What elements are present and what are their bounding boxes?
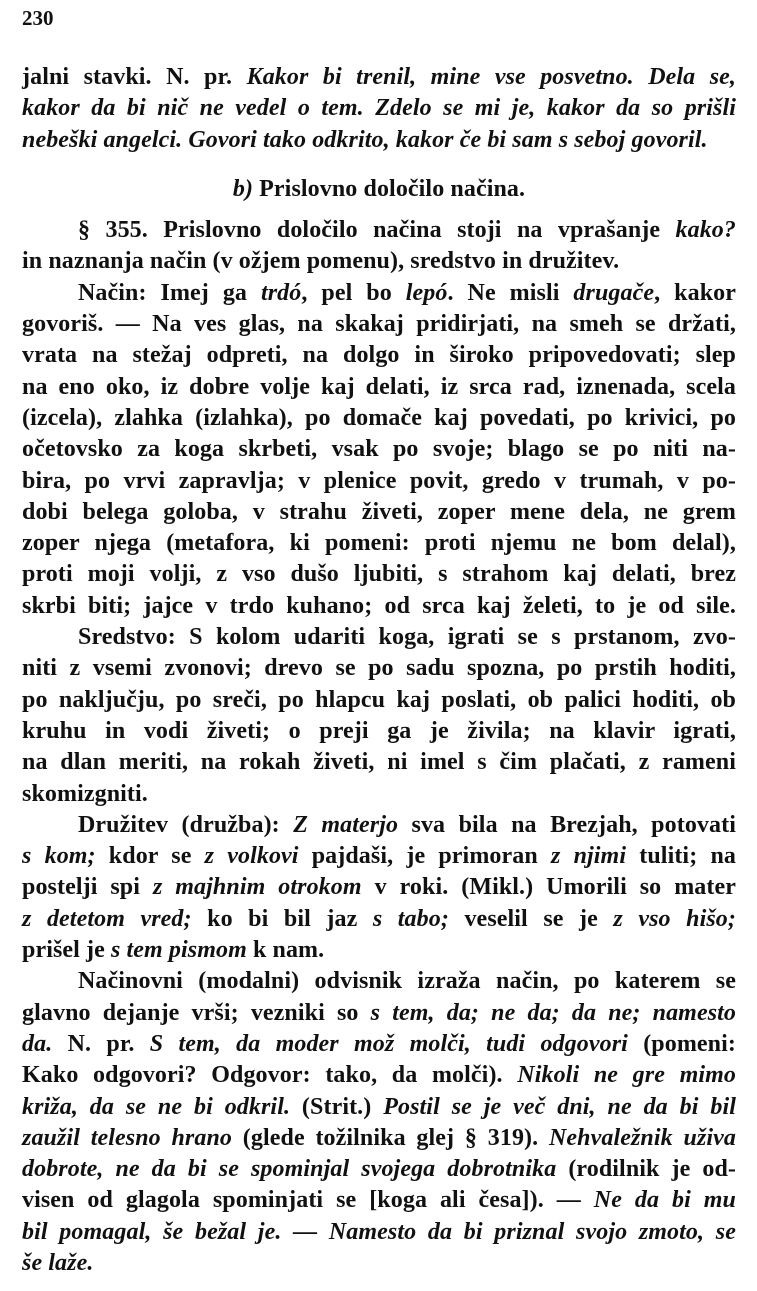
text-line: z detetom vred; ko bi bil jaz s tabo; veselil se je z vso hišo;	[22, 905, 736, 932]
text-line: vrata na stežaj odpreti, na dolgo in široko pripovedovati; slep	[22, 342, 736, 369]
text-line: Način: Imej ga trdó, pel bo lepó. Ne misli drugače, kakor	[78, 279, 736, 306]
text-line: bil pomagal, še bežal je. — Namesto da bi priznal svojo zmoto, se	[22, 1218, 736, 1245]
text-line: skomizgniti.	[22, 780, 148, 807]
text-line: Družitev (družba): Z materjo sva bila na Brezjah, potovati	[78, 811, 736, 838]
text-line: nebeški angelci. Govori tako odkrito, kakor če bi sam s seboj govoril.	[22, 126, 708, 153]
text-line: skrbi biti; jajce v trdo kuhano; od srca kaj želeti, to je od sile.	[22, 592, 736, 619]
text-line: Kako odgovori? Odgovor: tako, da molči). Nikoli ne gre mimo	[22, 1062, 736, 1089]
page-number: 230	[22, 6, 54, 30]
text-line: Načinovni (modalni) odvisnik izraža način, po katerem se	[78, 968, 736, 995]
text-line: jalni stavki. N. pr. Kakor bi trenil, mine vse posvetno. Dela se,	[22, 64, 736, 90]
text-line: dobrote, ne da bi se spominjal svojega dobrotnika (rodilnik je od-	[22, 1156, 736, 1183]
intro-paragraph	[22, 62, 736, 156]
text-line: dobi belega goloba, v strahu živeti, zoper mene dela, ne grem	[22, 498, 736, 525]
text-line: zoper njega (metafora, ki pomeni: proti njemu ne bom delal),	[22, 530, 736, 557]
text-line: bira, po vrvi zapravlja; v plenice povit, gredo v trumah, v po-	[22, 467, 736, 494]
text-line: kakor da bi nič ne vedel o tem. Zdelo se mi je, kakor da so prišli	[22, 95, 736, 122]
text-line: prišel je s tem pismom k nam.	[22, 937, 325, 964]
nacin-paragraph	[22, 278, 736, 622]
text-line: kruhu in vodi živeti; o preji ga je živila; na klavir igrati,	[22, 717, 736, 744]
text-line: na dlan meriti, na rokah živeti, ni imel s čim plačati, z rameni	[22, 749, 736, 776]
text-line: križa, da se ne bi odkril. (Strit.) Postil se je več dni, ne da bi bil	[22, 1093, 736, 1120]
text-line: proti moji volji, z vso dušo ljubiti, s strahom kaj delati, brez	[22, 561, 736, 588]
section-heading: b) Prislovno določilo načina.	[232, 175, 526, 202]
text-line: očetovsko za koga skrbeti, vsak po svoje; blago se po niti na-	[22, 436, 736, 463]
text-line: zaužil telesno hrano (glede tožilnika glej § 319). Nehvaležnik uživa	[22, 1124, 736, 1151]
text-line: niti z vsemi zvonovi; drevo se po sadu spozna, po prstih hoditi,	[22, 655, 736, 682]
nacinovni-odvisnik-paragraph	[22, 966, 736, 1279]
text-line: govoriš. — Na ves glas, na skakaj pridirjati, na smeh se držati,	[22, 311, 736, 338]
text-line: in naznanja način (v ožjem pomenu), sredstvo in družitev.	[22, 248, 620, 275]
section-355-paragraph	[22, 215, 736, 278]
text-line: Sredstvo: S kolom udariti koga, igrati se s prstanom, zvo-	[78, 624, 736, 651]
text-line: na eno oko, iz dobre volje kaj delati, iz srca rad, iznenada, scela	[22, 373, 736, 400]
text-line: da. N. pr. S tem, da moder mož molči, tudi odgovori (pomeni:	[22, 1030, 736, 1057]
text-line: postelji spi z majhnim otrokom v roki. (Mikl.) Umorili so mater	[22, 874, 736, 901]
text-line: po naključju, po sreči, po hlapcu kaj poslati, ob palici hoditi, ob	[22, 686, 736, 713]
sredstvo-paragraph	[22, 622, 736, 810]
text-line: glavno dejanje vrši; vezniki so s tem, da; ne da; da ne; namesto	[22, 999, 737, 1026]
text-line: s kom; kdor se z volkovi pajdaši, je primoran z njimi tuliti; na	[22, 843, 736, 870]
text-line: še laže.	[22, 1249, 94, 1276]
book-page	[22, 4, 736, 1279]
text-line: (izcela), zlahka (izlahka), po domače kaj povedati, po krivici, po	[22, 404, 736, 431]
text-line: § 355. Prislovno določilo načina stoji na vprašanje kako?	[78, 217, 736, 244]
text-line: visen od glagola spominjati se [koga ali česa]). — Ne da bi mu	[22, 1187, 736, 1214]
druzitev-paragraph	[22, 810, 736, 966]
